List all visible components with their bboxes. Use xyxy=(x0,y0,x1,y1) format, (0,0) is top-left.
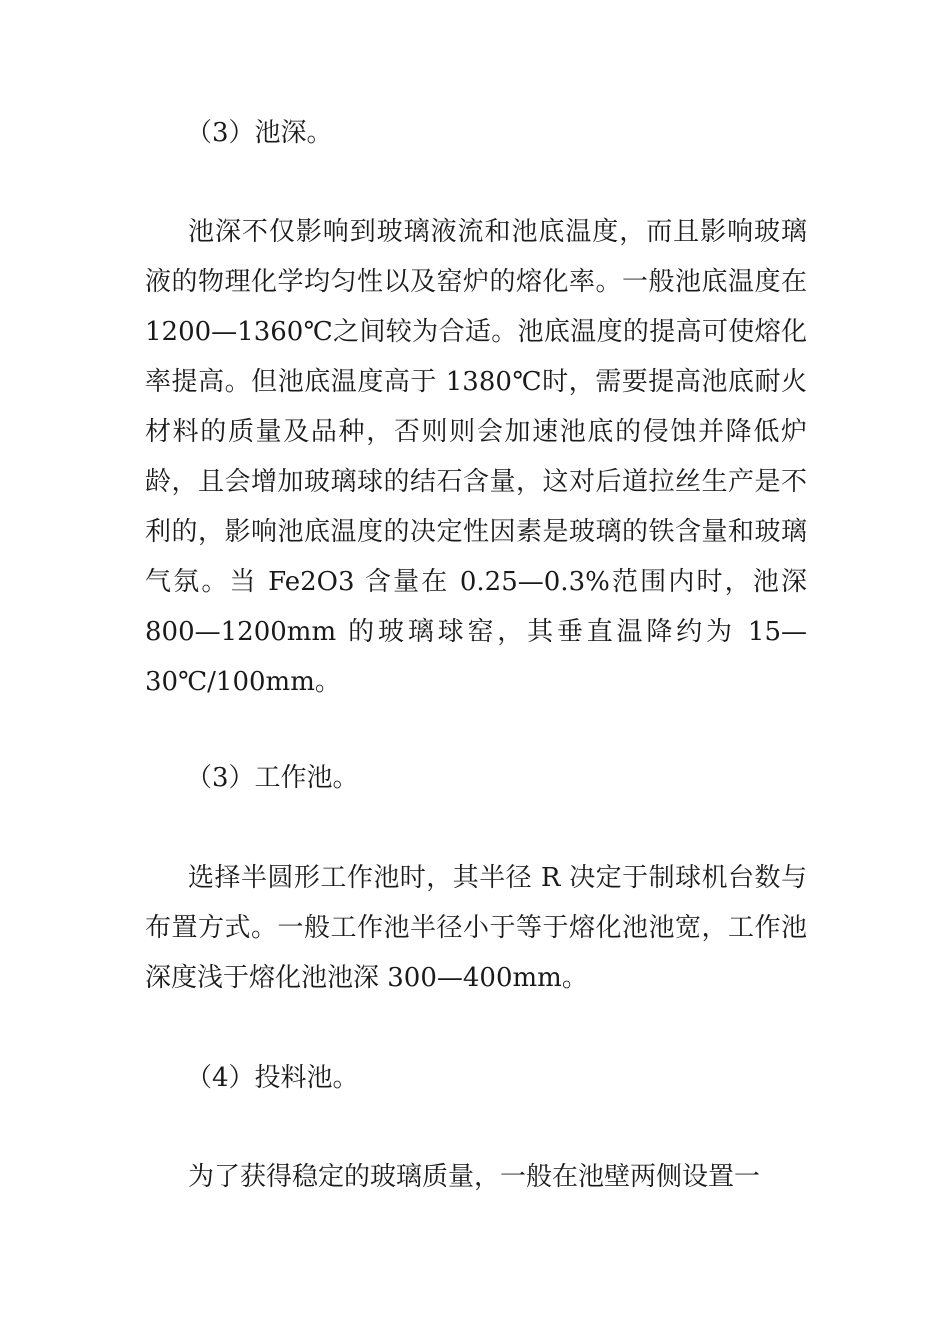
paragraph-feeding-pool: 为了获得稳定的玻璃质量，一般在池壁两侧设置一 xyxy=(188,1162,761,1192)
paragraph-working-pool: 选择半圆形工作池时，其半径 R 决定于制球机台数与布置方式。一般工作池半径小于等于熔化池池宽，工作池深度浅于熔化池池深 300—400mm。 xyxy=(145,863,807,993)
paragraph-pool-depth: 池深不仅影响到玻璃液流和池底温度，而且影响玻璃液的物理化学均匀性以及窑炉的熔化率。一般池底温度在 1200—1360℃之间较为合适。池底温度的提高可使熔化率提高。但池底温度高于 1380℃时，需要提高池底耐火材料的质量及品种，否则则会加速池底的侵蚀并降低炉龄，且会增加玻璃球的结石含量，这对后道拉丝生产是不利的，影响池底温度的决定性因素是玻璃的铁含量和玻璃气氛。当 Fe2O3 含量在 0.25—0.3%范围内时，池深 800—1200mm 的玻璃球窑，其垂直温降约为 15—30℃/100mm。 xyxy=(145,217,807,697)
section-heading-feeding-pool: （4）投料池。 xyxy=(186,1063,359,1093)
section-heading-pool-depth: （3）池深。 xyxy=(186,118,333,148)
section-heading-working-pool: （3）工作池。 xyxy=(186,763,359,793)
